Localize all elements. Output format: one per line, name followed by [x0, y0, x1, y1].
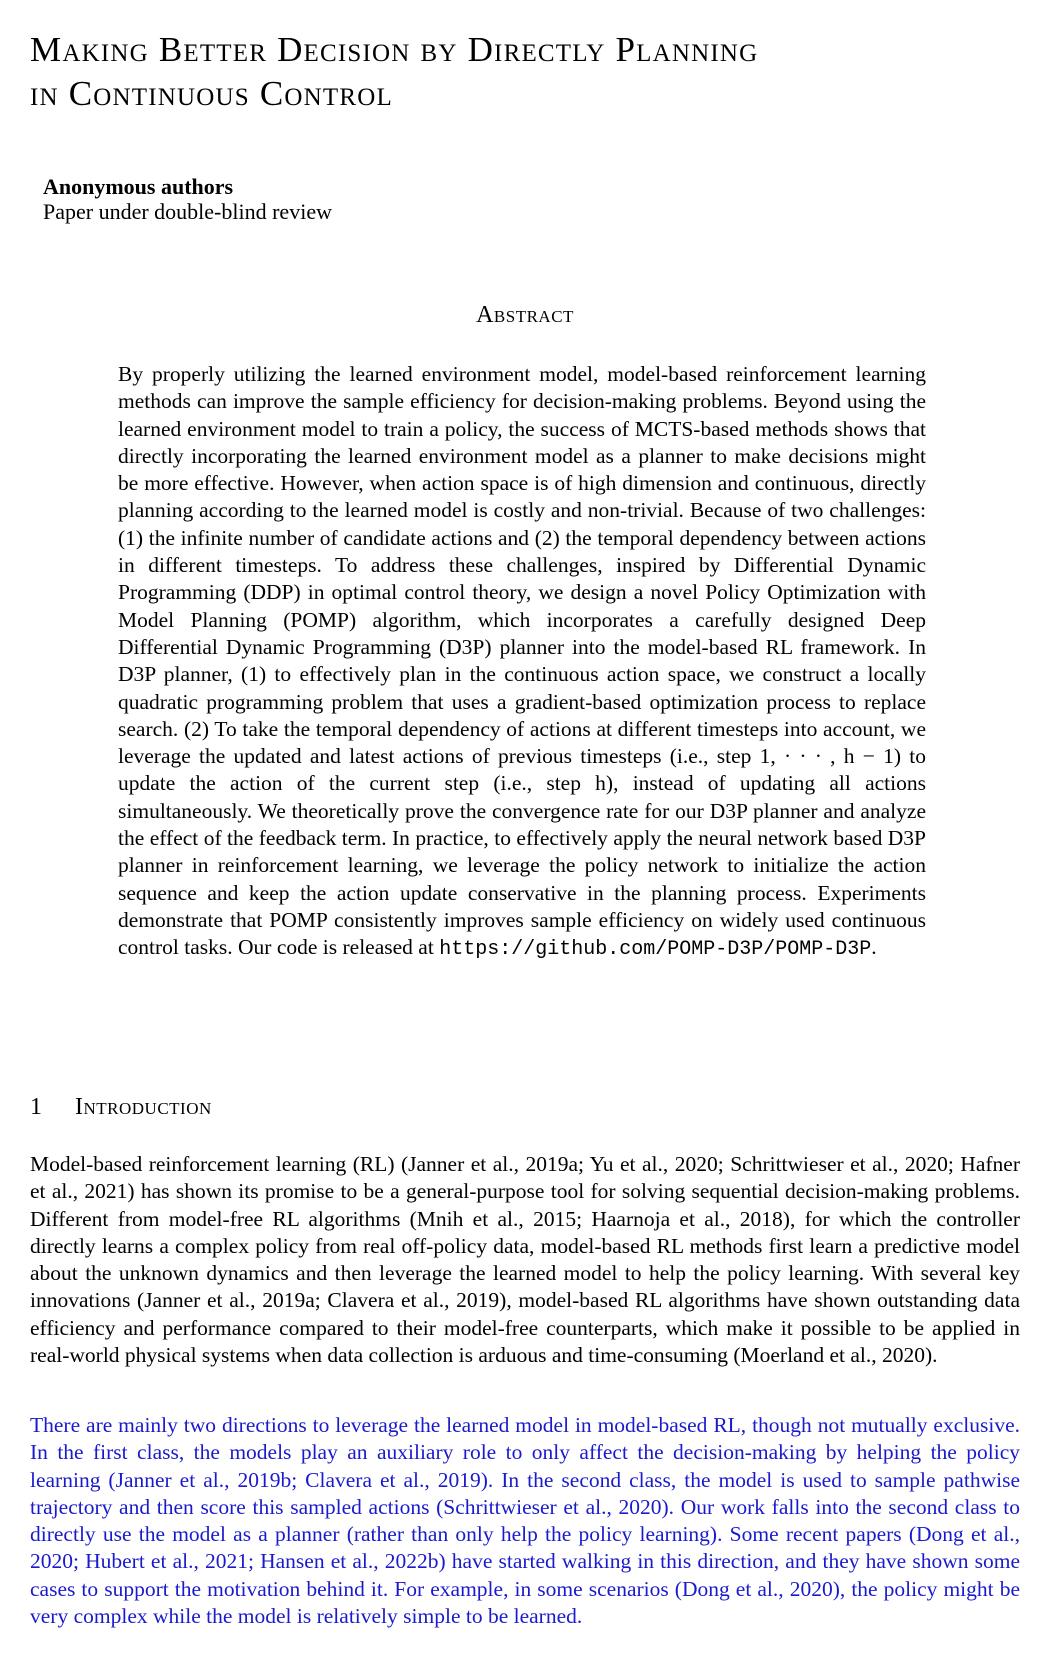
intro-paragraph-1: Model-based reinforcement learning (RL) (Janner et al., 2019a; Yu et al., 2020; Schrittwieser et al., 2020; Hafner et al., 2021) has shown its promise to be a general-purpose tool for solving sequential decision-making problems. Different from model-free RL algorithms (Mnih et al., 2015; Haarnoja et al., 2018), for which the controller directly learns a complex policy from real off-policy data, model-based RL methods first learn a predictive model about the unknown dynamics and then leverage the learned model to help the policy learning. With several key innovations (Janner et al., 2019a; Clavera et al., 2019), model-based RL algorithms have shown outstanding data efficiency and performance compared to their model-free counterparts, which make it possible to be applied in real-world physical systems when data collection is arduous and time-consuming (Moerland et al., 2020).	[30, 1152, 1020, 1368]
section-heading	[30, 1094, 212, 1121]
abstract-end: .	[871, 935, 877, 960]
title-line-2: in Continuous Control	[30, 74, 393, 113]
author-name: Anonymous authors	[43, 174, 234, 199]
intro-paragraph-2: There are mainly two directions to leverage the learned model in model-based RL, though not mutually exclusive. In the first class, the models play an auxiliary role to only affect the decision-making by helping the policy learning (Janner et al., 2019b; Clavera et al., 2019). In the second class, the model is used to sample pathwise trajectory and then score this sampled actions (Schrittwieser et al., 2020). Our work falls into the second class to directly use the model as a planner (rather than only help the policy learning). Some recent papers (Dong et al., 2020; Hubert et al., 2021; Hansen et al., 2022b) have started walking in this direction, and they have shown some cases to support the motivation behind it. For example, in some scenarios (Dong et al., 2020), the policy might be very complex while the model is relatively simple to be learned.	[30, 1413, 1020, 1629]
review-note: Paper under double-blind review	[43, 199, 332, 224]
abstract-body	[118, 361, 926, 964]
author-block	[43, 174, 332, 224]
section-title: Introduction	[75, 1094, 212, 1120]
section-number: 1	[30, 1094, 43, 1120]
abstract-text: By properly utilizing the learned environment model, model-based reinforcement learning methods can improve the sample efficiency for decision-making problems. Beyond using the learned environment model to train a policy, the success of MCTS-based methods shows that directly incorporating the learned environment model as a planner to make decisions might be more effective. However, when action space is of high dimension and continuous, directly planning according to the learned model is costly and non-trivial. Because of two challenges: (1) the infinite number of candidate actions and (2) the temporal dependency between actions in different timesteps. To address these challenges, inspired by Differential Dynamic Programming (DDP) in optimal control theory, we design a novel Policy Optimization with Model Planning (POMP) algorithm, which incorporates a carefully designed Deep Differential Dynamic Programming (D3P) planner into the model-based RL framework. In D3P planner, (1) to effectively plan in the continuous action space, we construct a locally quadratic programming problem that uses a gradient-based optimization process to replace search. (2) To take the temporal dependency of actions at different timesteps into account, we leverage the updated and latest actions of previous timesteps (i.e., step 1, · · · , h − 1) to update the action of the current step (i.e., step h), instead of updating all actions simultaneously. We theoretically prove the convergence rate for our D3P planner and analyze the effect of the feedback term. In practice, to effectively apply the neural network based D3P planner in reinforcement learning, we leverage the policy network to initialize the action sequence and keep the action update conservative in the planning process. Experiments demonstrate that POMP consistently improves sample efficiency on widely used continuous control tasks. Our code is released at	[118, 362, 926, 960]
abstract-heading: Abstract	[476, 302, 574, 328]
code-url-link[interactable]: https://github.com/POMP-D3P/POMP-D3P	[439, 938, 872, 962]
paper-title	[30, 28, 1020, 116]
title-line-1: Making Better Decision by Directly Planning	[30, 30, 759, 69]
